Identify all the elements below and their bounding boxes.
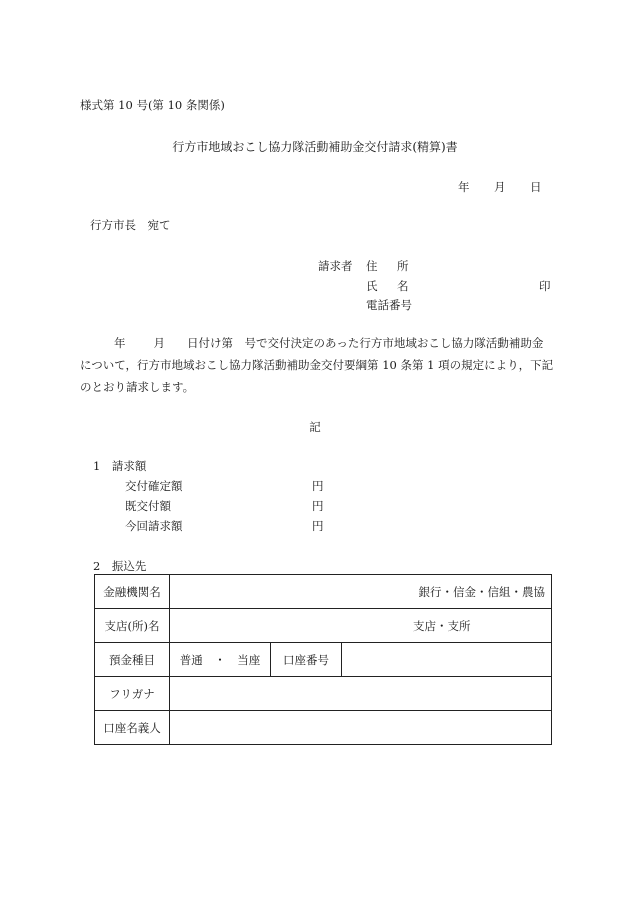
- body-line-2: について，行方市地域おこし協力隊活動補助金交付要綱第 10 条第 1 項の規定により，下記: [80, 358, 554, 372]
- address-label-1: 住: [366, 259, 378, 273]
- form-number: 様式第 10 号(第 10 条関係): [80, 98, 225, 112]
- body-month: 月: [153, 336, 165, 350]
- applicant-label: 請求者: [318, 259, 353, 273]
- date-day: 日: [530, 180, 542, 194]
- furigana-label: フリガナ: [95, 677, 170, 711]
- section-1-heading: 1 請求額: [93, 459, 147, 473]
- table-row: [95, 575, 552, 609]
- body-year: 年: [114, 336, 126, 350]
- amount-label-paid: 既交付額: [125, 499, 171, 513]
- table-row: [95, 609, 552, 643]
- body-line-1-rest: 日付け第 号で交付決定のあった行方市地域おこし協力隊活動補助金: [187, 336, 544, 350]
- furigana-field[interactable]: [170, 677, 552, 711]
- account-holder-field[interactable]: [170, 711, 552, 745]
- date-month: 月: [494, 180, 506, 194]
- section-2-heading: 2 振込先: [93, 559, 147, 573]
- account-number-label: 口座番号: [271, 643, 342, 677]
- deposit-type-label: 預金種目: [95, 643, 170, 677]
- document-title: 行方市地域おこし協力隊活動補助金交付請求(精算)書: [172, 140, 458, 154]
- branch-name-field[interactable]: 支店・支所: [170, 609, 552, 643]
- addressee: 行方市長 宛て: [90, 218, 171, 232]
- table-row: [95, 643, 552, 677]
- amount-unit-confirmed: 円: [312, 479, 324, 493]
- bank-name-field[interactable]: 銀行・信金・信組・農協: [170, 575, 552, 609]
- amount-label-requested: 今回請求額: [125, 519, 183, 533]
- address-label-2: 所: [397, 259, 409, 273]
- bank-transfer-table: [94, 574, 552, 745]
- phone-label: 電話番号: [366, 298, 412, 312]
- body-line-1: [114, 335, 543, 351]
- branch-name-label: 支店(所)名: [95, 609, 170, 643]
- account-holder-label: 口座名義人: [95, 711, 170, 745]
- table-row: [95, 677, 552, 711]
- table-row: [95, 711, 552, 745]
- bank-name-label: 金融機関名: [95, 575, 170, 609]
- body-line-3: のとおり請求します。: [80, 380, 195, 394]
- deposit-type-field[interactable]: 普通 ・ 当座: [170, 643, 271, 677]
- ki-heading: 記: [309, 420, 321, 434]
- seal-mark: 印: [539, 279, 551, 293]
- date-year: 年: [458, 180, 470, 194]
- amount-unit-paid: 円: [312, 499, 324, 513]
- name-label-2: 名: [397, 279, 409, 293]
- account-number-field[interactable]: [342, 643, 552, 677]
- amount-unit-requested: 円: [312, 519, 324, 533]
- name-label-1: 氏: [366, 279, 378, 293]
- amount-label-confirmed: 交付確定額: [125, 479, 183, 493]
